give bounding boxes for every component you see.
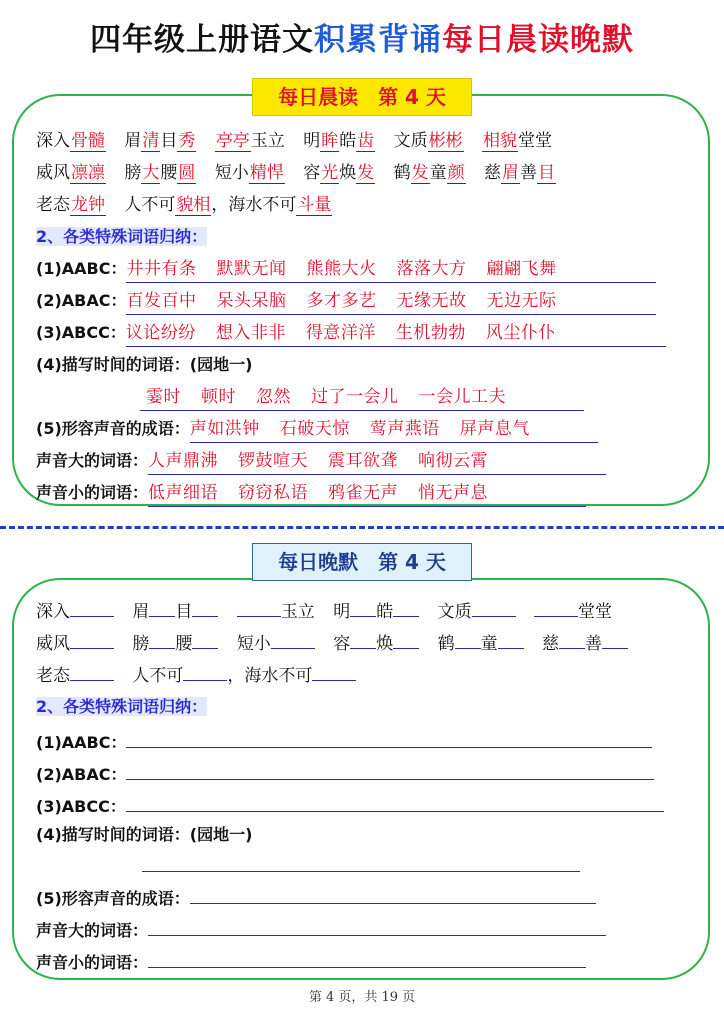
title-part-3: 每日晨读晚默: [442, 22, 634, 58]
evening-sound-row: (5)形容声音的成语：: [36, 884, 596, 910]
blank[interactable]: [472, 598, 516, 617]
page-title: [0, 14, 724, 59]
blank[interactable]: [70, 630, 114, 649]
title-part-2: 积累背诵: [314, 22, 442, 58]
page-footer: 第 4 页，共 19 页: [308, 990, 416, 1005]
blank[interactable]: [559, 630, 585, 649]
section-divider: [0, 526, 724, 529]
loud-answer-line[interactable]: [148, 916, 606, 936]
morning-idiom-row-2: 威风凛凛 膀大腰圆 短小精悍 容光焕发 鹤发童颜 慈眉善目: [36, 163, 556, 183]
blank[interactable]: [192, 598, 218, 617]
blank[interactable]: [393, 630, 419, 649]
evening-idiom-row-2: 威风 膀 腰 短小 容 焕 鹤 童 慈 善: [36, 630, 628, 656]
blank[interactable]: [271, 630, 315, 649]
evening-abac-row: (2)ABAC：: [36, 760, 654, 786]
quiet-answer-line[interactable]: [148, 948, 586, 968]
morning-loud-row: 声音大的词语：人声鼎沸 锣鼓喧天 震耳欲聋 响彻云霄: [36, 448, 606, 474]
blank[interactable]: [312, 662, 356, 681]
morning-abac-row: (2)ABAC：百发百中 呆头呆脑 多才多艺 无缘无故 无边无际: [36, 288, 656, 314]
morning-time-words-row: 霎时 顿时 忽然 过了一会儿 一会儿工夫: [140, 384, 584, 410]
evening-idiom-row-1: 深入 眉 目 玉立 明 皓 文质 堂堂: [36, 598, 612, 624]
evening-quiet-row: 声音小的词语：: [36, 948, 586, 974]
title-part-1: 四年级上册语文: [90, 22, 314, 58]
blank[interactable]: [149, 630, 175, 649]
blank[interactable]: [393, 598, 419, 617]
blank[interactable]: [350, 598, 376, 617]
abac-answer-line[interactable]: [126, 760, 654, 780]
morning-sound-row: (5)形容声音的成语：声如洪钟 石破天惊 莺声燕语 屏声息气: [36, 416, 598, 442]
blank[interactable]: [455, 630, 481, 649]
evening-abcc-row: (3)ABCC：: [36, 792, 664, 818]
evening-time-label-row: (4)描写时间的词语：(园地一): [36, 825, 253, 844]
blank[interactable]: [602, 630, 628, 649]
blank[interactable]: [70, 598, 114, 617]
blank[interactable]: [237, 598, 281, 617]
morning-aabc-row: (1)AABC：井井有条 默默无闻 熊熊大火 落落大方 翩翩飞舞: [36, 256, 656, 282]
time-answer-line[interactable]: [142, 852, 580, 872]
morning-tab-title: 每日晨读 第 4 天: [252, 78, 472, 116]
morning-quiet-row: 声音小的词语：低声细语 窃窃私语 鸦雀无声 悄无声息: [36, 480, 586, 506]
morning-section-heading: 2、各类特殊词语归纳：: [36, 227, 208, 246]
blank[interactable]: [149, 598, 175, 617]
aabc-answer-line[interactable]: [126, 728, 652, 748]
evening-idiom-row-3: 老态 人不可 ，海水不可: [36, 662, 356, 688]
morning-idiom-row-1: 深入骨髓 眉清目秀 亭亭玉立 明眸皓齿 文质彬彬 相貌堂堂: [36, 131, 553, 151]
morning-time-label-row: (4)描写时间的词语：(园地一): [36, 355, 253, 374]
sound-answer-line[interactable]: [190, 884, 596, 904]
evening-aabc-row: (1)AABC：: [36, 728, 652, 754]
blank[interactable]: [498, 630, 524, 649]
blank[interactable]: [70, 662, 114, 681]
blank[interactable]: [350, 630, 376, 649]
morning-abcc-row: (3)ABCC：议论纷纷 想入非非 得意洋洋 生机勃勃 风尘仆仆: [36, 320, 666, 346]
blank[interactable]: [183, 662, 227, 681]
evening-loud-row: 声音大的词语：: [36, 916, 606, 942]
abcc-answer-line[interactable]: [126, 792, 664, 812]
blank[interactable]: [192, 630, 218, 649]
evening-section-heading: 2、各类特殊词语归纳：: [36, 697, 208, 716]
evening-time-line-row: [142, 852, 580, 878]
evening-tab-title: 每日晚默 第 4 天: [252, 543, 472, 581]
blank[interactable]: [534, 598, 578, 617]
morning-idiom-row-3: 老态龙钟 人不可貌相，海水不可斗量: [36, 195, 332, 215]
